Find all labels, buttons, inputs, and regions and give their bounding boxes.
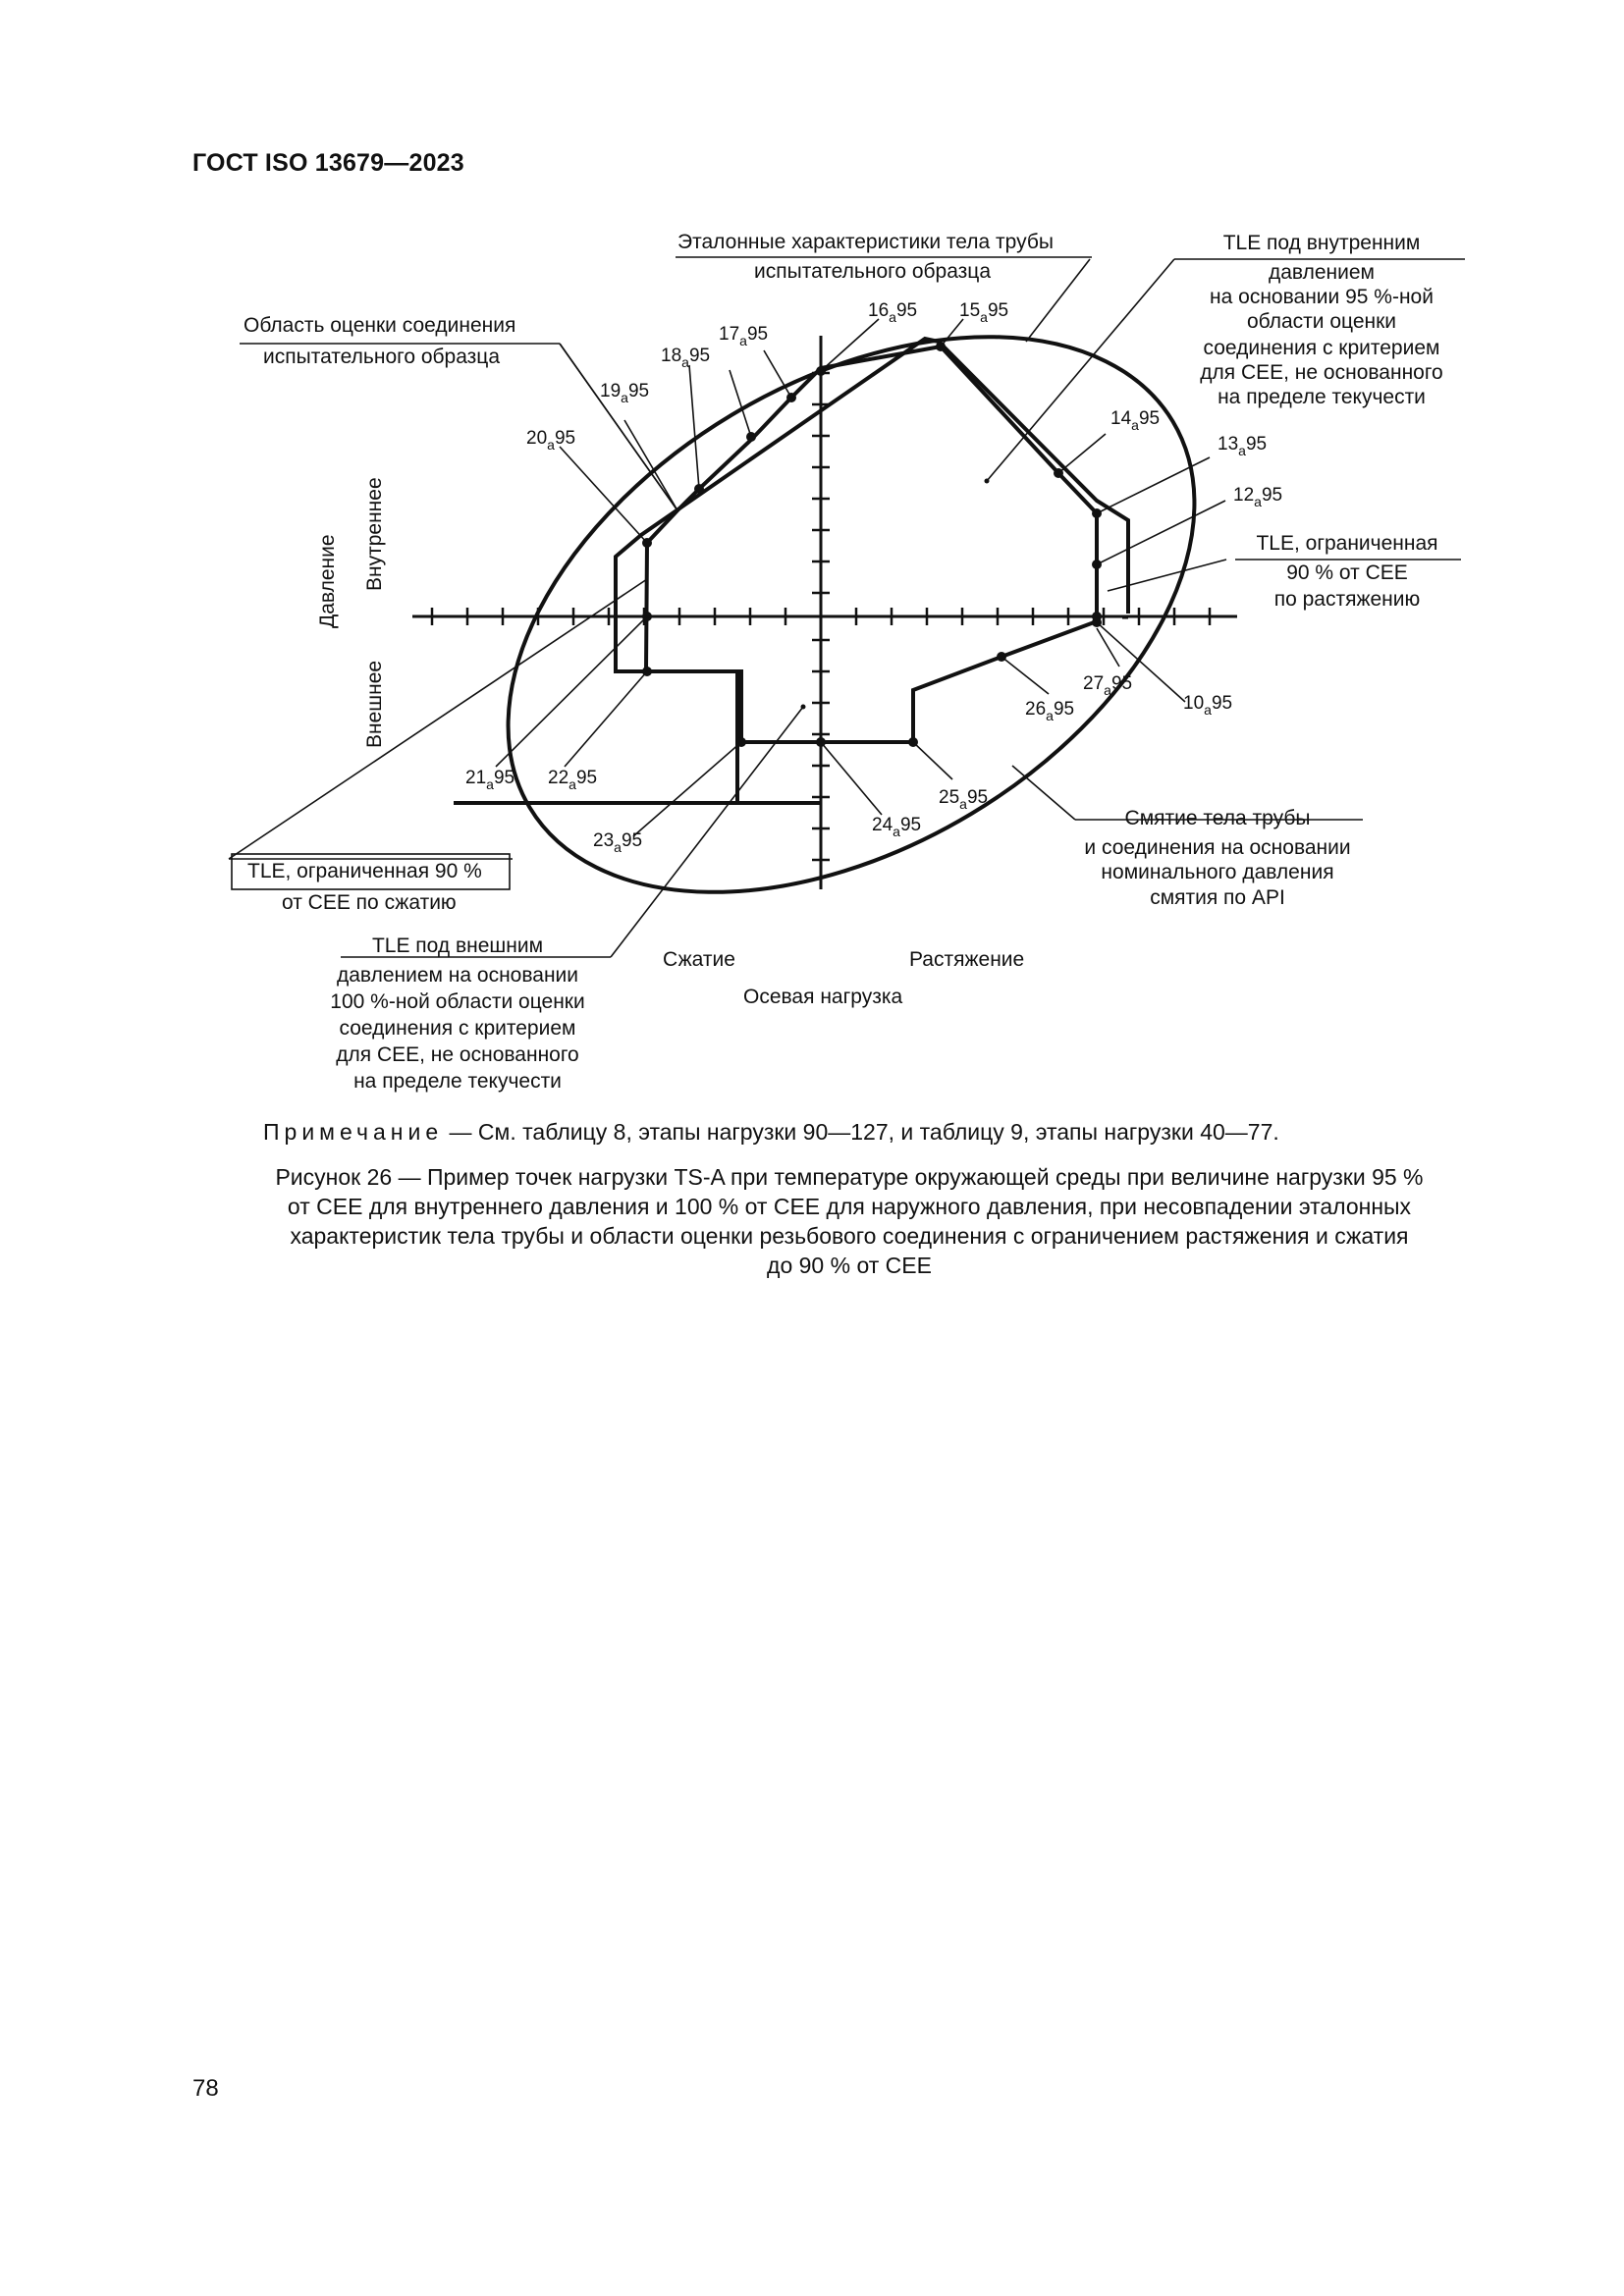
load-point-label: $18_a95$ — [661, 346, 711, 370]
collapse-line4: смятия по API — [1150, 886, 1285, 909]
caption-line-3: характеристик тела трубы и области оценки резьбового соединения с ограничением растяжения и сжатия — [290, 1223, 1409, 1249]
tle-int-line3: на основании 95 %-ной — [1210, 286, 1434, 308]
load-point-label: $14_a95$ — [1110, 408, 1161, 433]
tle-ext-line6: на пределе текучести — [353, 1070, 562, 1093]
axis-pressure-label: Давление — [316, 534, 339, 628]
tle-int-line5: соединения с критерием — [1203, 337, 1440, 359]
load-point-markers — [642, 342, 1102, 747]
tle-ext-line2: давлением на основании — [336, 964, 579, 987]
load-point-label: $27_a95$ — [1083, 673, 1133, 698]
load-point-label: $13_a95$ — [1218, 434, 1268, 458]
caption-line-4: до 90 % от CEE — [767, 1253, 932, 1278]
load-point-label: $25_a95$ — [939, 787, 989, 812]
tle-ext-line3: 100 %-ной области оценки — [330, 990, 585, 1013]
tle-int-line1: TLE под внутренним — [1222, 232, 1421, 254]
load-point-label: $22_a95$ — [548, 768, 598, 792]
tle-int-line6: для CEE, не основанного — [1200, 361, 1443, 384]
collapse-line2: и соединения на основании — [1084, 836, 1351, 859]
figure-note — [263, 1119, 1279, 1146]
document-header: ГОСТ ISO 13679—2023 — [192, 149, 464, 177]
axis-internal-label: Внутреннее — [363, 477, 386, 591]
load-point-label: $24_a95$ — [872, 815, 922, 839]
load-point-label: $20_a95$ — [526, 428, 576, 453]
load-point-label: $12_a95$ — [1233, 485, 1283, 509]
tle-tens-line3: по растяжению — [1273, 588, 1421, 611]
collapse-label — [1084, 807, 1350, 909]
tle-comp-line1: TLE, ограниченная 90 % — [247, 860, 482, 882]
tle-external-label — [330, 934, 584, 1093]
figure-caption — [187, 1162, 1512, 1280]
collapse-line1: Смятие тела трубы — [1124, 807, 1311, 829]
load-point-label: $10_a95$ — [1183, 693, 1233, 718]
tle-comp-line2: от CEE по сжатию — [282, 891, 457, 914]
tle-internal-upper-path — [647, 347, 1097, 615]
load-point-label: $16_a95$ — [868, 300, 918, 325]
tle-int-line7: на пределе текучести — [1218, 386, 1426, 408]
load-point-label: $15_a95$ — [959, 300, 1009, 325]
tle-int-line4: области оценки — [1246, 310, 1397, 333]
tle-ext-line4: соединения с критерием — [339, 1017, 576, 1040]
tle-tension-label — [1256, 532, 1437, 611]
load-point-label: $21_a95$ — [465, 768, 515, 792]
page-number: 78 — [192, 2075, 219, 2102]
load-point-label: $23_a95$ — [593, 830, 643, 855]
load-point-label: $17_a95$ — [719, 324, 769, 348]
caption-line-1: Рисунок 26 — Пример точек нагрузки TS-A при температуре окружающей среды при величине нагрузки 95 % — [275, 1164, 1424, 1190]
area-label-1: Область оценки соединения — [244, 314, 516, 337]
axis-external-label: Внешнее — [363, 660, 386, 748]
tle-internal-label — [1200, 232, 1442, 408]
tle-ext-line1: TLE под внешним — [371, 934, 544, 957]
collapse-line3: номинального давления — [1101, 861, 1334, 883]
note-text: — См. таблицу 8, этапы нагрузки 90—127, и таблицу 9, этапы нагрузки 40—77. — [443, 1119, 1279, 1145]
caption-line-2: от CEE для внутреннего давления и 100 % от CEE для наружного давления, при несовпадении эталонных — [287, 1194, 1412, 1219]
axis-axial-label: Осевая нагрузка — [743, 986, 903, 1008]
axis-compression-label: Сжатие — [663, 948, 735, 971]
ref-label-2: испытательного образца — [754, 260, 992, 283]
tle-tens-line2: 90 % от CEE — [1286, 561, 1408, 584]
tle-int-line2: давлением — [1269, 261, 1375, 284]
load-point-label: $19_a95$ — [600, 381, 650, 405]
ref-label-1: Эталонные характеристики тела трубы — [677, 231, 1054, 253]
tle-tens-line1: TLE, ограниченная — [1256, 532, 1438, 555]
axis-tension-label: Растяжение — [909, 948, 1025, 971]
tle-ext-line5: для CEE, не основанного — [336, 1043, 579, 1066]
area-label-2: испытательного образца — [263, 346, 501, 368]
note-lead: Примечание — [263, 1119, 444, 1145]
load-point-label: $26_a95$ — [1025, 699, 1075, 723]
